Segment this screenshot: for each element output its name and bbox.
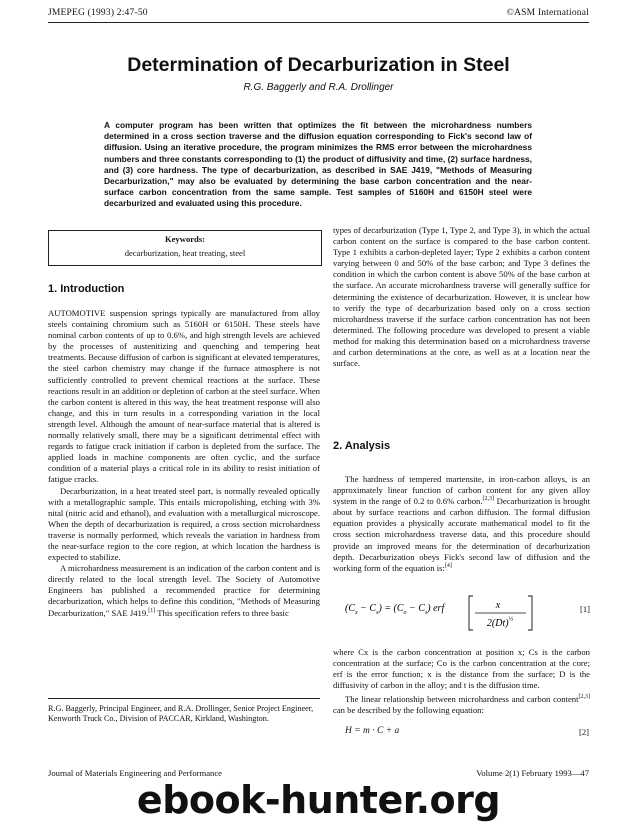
journal-citation: JMEPEG (1993) 2:47-50 bbox=[48, 8, 148, 18]
citation-ref: [2,3] bbox=[578, 694, 590, 701]
citation-ref: [4] bbox=[444, 562, 452, 569]
left-column bbox=[48, 308, 320, 619]
intro-paragraph-3-text: A microhardness measurement is an indication of the carbon content and is directly related to the local strength level. The Society of Automotive Engineers has published a recommended practice for determining decarburization, which helps to define this condition, "Methods of Measuring Decarburization," SAE J419. bbox=[48, 563, 320, 618]
equation-1-label: [1] bbox=[579, 604, 590, 614]
svg-text:2(Dt)½: $2(Dt)^{\frac{1}{2}}$ bbox=[486, 617, 514, 629]
footer-journal: Journal of Materials Engineering and Performance bbox=[48, 768, 222, 778]
equation-2: H = m · C + a bbox=[345, 726, 400, 736]
keywords-label: Keywords: bbox=[164, 234, 206, 244]
intro-paragraph-4: types of decarburization (Type 1, Type 2, and Type 3), in which the actual carbon content on the surface is compared to the base carbon content. Type 1 exhibits a carbon-depleted layer; Type 2 exhibits a carbon content varying between 0 and 50% of the base carbon; and Type 3 defines the condition in which the carbon content is above 50% of the base carbon at the surface. An accurate microhardness traverse will generally suffice for determining the existence of decarburization. However, it is unclear how to verify the type of decarburization based only on a cross section microhardness traverse if the surface carbon concentration has not been determined. The following procedure was developed to present a viable method for making this determination based on a microhardness traverse and carbon determinations at the core, as well as at a location near the surface. bbox=[333, 225, 590, 369]
intro-paragraph-3-cont: This specification refers to three basic bbox=[155, 607, 289, 618]
footer-volume-page: Volume 2(1) February 1993—47 bbox=[476, 768, 589, 778]
citation-ref: [1] bbox=[148, 607, 156, 614]
section-heading-introduction: 1. Introduction bbox=[48, 283, 125, 295]
equation-2-label: [2] bbox=[578, 727, 589, 737]
analysis-paragraph-1 bbox=[333, 474, 590, 574]
svg-text:(Cx − Cs) = (Co − Cs) erf: $(C_x - C_s) = (C_o - C_s)$ erf bbox=[345, 603, 445, 616]
analysis-paragraph-2 bbox=[333, 647, 590, 717]
analysis-paragraph-3-cont: can be described by the following equation: bbox=[333, 705, 484, 716]
keywords-text: decarburization, heat treating, steel bbox=[124, 248, 246, 258]
keywords-box bbox=[48, 230, 322, 266]
analysis-paragraph-1-cont: Decarburization is brought about by surface reactions and carbon diffusion. The formal diffusion equation provides a physically accurate mathematical model to fit the cross section microhardness traverse data, and this procedure should provide an improved means for the determination of decarburization depth. Decarburization obeys Fick's second law of diffusion and the working form of the equation is: bbox=[333, 496, 591, 573]
section-heading-analysis: 2. Analysis bbox=[333, 440, 391, 452]
citation-ref: [2,3] bbox=[482, 496, 495, 503]
analysis-paragraph-3-text: The linear relationship between microhardness and carbon content bbox=[345, 694, 579, 705]
page-title: Determination of Decarburization in Steel bbox=[127, 54, 510, 76]
watermark-text: ebook-hunter.org bbox=[136, 778, 501, 822]
intro-paragraph-2: Decarburization, in a heat treated steel part, is normally revealed optically with a metallographic sample. This entails micropolishing, etching with 3% nital (nitric acid and ethanol), and evaluation with a metallurgical microscope. When the depth of decarburization is required, a cross section microhardness traverse is normally performed, which reveals the variation in hardness from the near-surface region to the core region, at which location the hardness is expected to stabilize. bbox=[48, 485, 320, 563]
intro-paragraph-3 bbox=[48, 563, 320, 618]
svg-text:x: x bbox=[495, 600, 501, 611]
intro-paragraph-1: AUTOMOTIVE suspension springs typically are manufactured from alloy steels containing chromium such as 5160H or 6150H. These steels have nominal carbon contents of up to 0.6%, and high strength levels are achieved by the processes of austenitizing and quenching and tempering heat treatments. Because diffusion of carbon is significant at elevated temperatures, the steel carbon chemistry may change if the furnace atmosphere is not sufficiently controlled to prevent chemical reactions at the surface. These reactions result in an addition or depletion of carbon at the steel surface. When the carbon content is altered in this way, the heat treatment response will also change, and this in turn results in a corresponding variation in the local strength level. Although the amount of near-surface material that is altered is normally relatively small, there may be a significant detrimental effect with regards to fatigue crack initiation if carbon is depleted from the surface. The applied loads in machine components are often cyclic, and the surface condition of a material plays a critical role in its ability to resist initiation of fatigue cracks. bbox=[48, 308, 320, 485]
header-rule bbox=[48, 22, 589, 23]
equation-1-graphic bbox=[345, 594, 590, 640]
equation-1 bbox=[345, 594, 590, 640]
footnote-rule bbox=[48, 698, 320, 699]
variable-definitions: where Cx is the carbon concentration at position x; Cs is the carbon concentration at the surface; Co is the carbon concentration at the core; erf is the error function; x is the distance from the surface; D is the diffusivity of carbon in the alloy; and t is the diffusion time. bbox=[333, 647, 590, 691]
copyright-notice: ©ASM International bbox=[506, 8, 589, 18]
author-footnote: R.G. Baggerly, Principal Engineer, and R.A. Drollinger, Senior Project Engineer, Kenworth Truck Co., Division of PACCAR, Kirkland, Washington. bbox=[48, 704, 314, 724]
abstract: A computer program has been written that optimizes the fit between the microhardness numbers determined in a cross section traverse and the diffusion equation corresponding to Fick's second law of diffusion. Using an iterative procedure, the program minimizes the RMS error between the microhardness numbers and three constants corresponding to (1) the product of diffusivity and time, (2) surface hardness, and (3) core hardness. The type of decarburization, as described in SAE J419, "Methods of Measuring Decarburization," may also be evaluated by determining the base carbon concentration and the near-surface carbon concentration from the same sample. Test samples of 5160H and 6150H steel were decarburized and evaluated using this procedure. bbox=[104, 120, 532, 209]
right-column-top bbox=[333, 225, 590, 369]
authors: R.G. Baggerly and R.A. Drollinger bbox=[243, 82, 394, 93]
analysis-paragraph-1-text: The hardness of tempered martensite, in iron-carbon alloys, is an approximately linear function of carbon content for any given alloy system in the range of 0.2 to 0.6% carbon. bbox=[333, 474, 590, 507]
